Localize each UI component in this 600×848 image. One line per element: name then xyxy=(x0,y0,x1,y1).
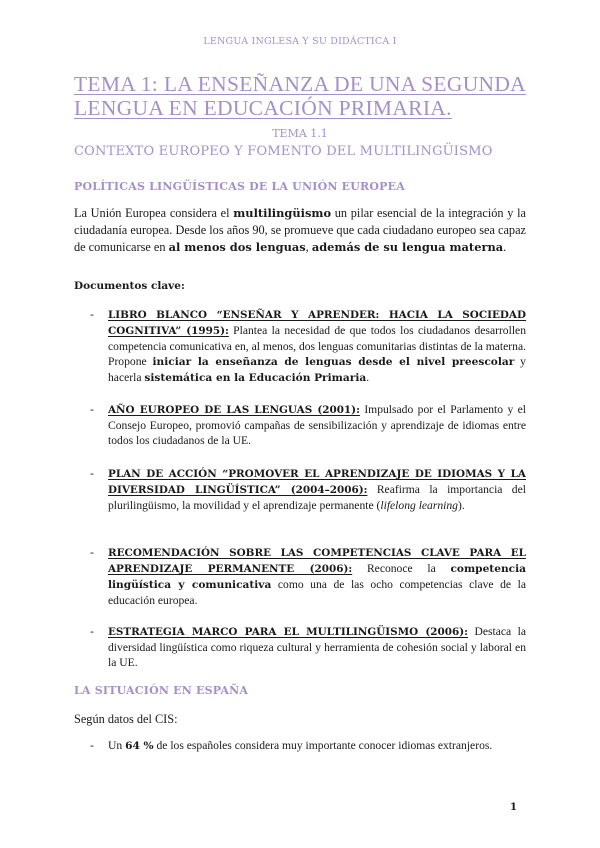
list-item-bold-1: competencia lingüística y comunicativa xyxy=(108,563,526,591)
list-item-italic: lifelong learning xyxy=(380,499,458,512)
list-item-body-1: Reconoce la xyxy=(352,562,451,575)
list-item-body-2: de los españoles considera muy importante conocer idiomas extranjeros. xyxy=(153,739,493,752)
list-item-bold-2: sistemática en la Educación Primaria xyxy=(144,372,367,384)
list-item-body-2: como una de las ocho competencias clave de la educación europea. xyxy=(108,578,526,607)
documents-label: Documentos clave: xyxy=(74,280,185,292)
bullet-dash: - xyxy=(90,403,94,416)
list-item-bold-1: 64 % xyxy=(125,740,154,752)
list-item-plan-accion xyxy=(90,466,526,513)
list-item-bold-1: iniciar la enseñanza de lenguas desde el nivel preescolar xyxy=(152,356,515,368)
bullet-dash: - xyxy=(90,546,94,559)
list-item-body-1: Impulsado por el Parlamento y el Consejo Europeo, promovió campañas de sensibilización y aprendizaje de idiomas entre todos los ciudadanos de la UE. xyxy=(108,403,527,447)
list-item-title: RECOMENDACIÓN SOBRE LAS COMPETENCIAS CLAVE PARA EL APRENDIZAJE PERMANENTE (2006): xyxy=(108,547,526,575)
bullet-dash: - xyxy=(90,467,94,480)
intro-text-2: un pilar esencial de la integración y la ciudadanía europea. Desde los años 90, se promueve que cada ciudadano europeo sea capaz de comunicarse en xyxy=(74,206,526,254)
list-item-body-1: Plantea la necesidad de que todos los ciudadanos desarrollen competencia comunicativa en, al menos, dos lenguas comunitarias distintas de la materna. Propone xyxy=(108,324,526,368)
subtitle: CONTEXTO EUROPEO Y FOMENTO DEL MULTILINGÜISMO xyxy=(74,144,493,159)
list-item-title: LIBRO BLANCO “ENSEÑAR Y APRENDER: HACIA LA SOCIEDAD COGNITIVA” (1995): xyxy=(108,309,526,337)
intro-text-3: , xyxy=(305,240,312,254)
list-item-recomendacion xyxy=(90,545,526,608)
intro-text-1: La Unión Europea considera el xyxy=(74,206,234,220)
intro-bold-1: multilingüismo xyxy=(233,206,332,220)
subtitle-number: TEMA 1.1 xyxy=(272,127,328,140)
list-item-text xyxy=(108,545,526,608)
list-item-body-1: Un xyxy=(108,739,126,752)
list-item-text xyxy=(108,466,526,513)
page-number: 1 xyxy=(510,802,517,813)
list-item-text xyxy=(108,624,526,670)
list-item-title: ESTRATEGIA MARCO PARA EL MULTILINGÜISMO (2006): xyxy=(108,626,468,638)
list-item-spain-stat xyxy=(90,738,526,754)
spain-intro: Según datos del CIS: xyxy=(74,712,178,726)
list-item-ano-europeo xyxy=(90,402,526,448)
main-title: TEMA 1: LA ENSEÑANZA DE UNA SEGUNDA LENGUA EN EDUCACIÓN PRIMARIA. xyxy=(74,72,526,120)
list-item-libro-blanco xyxy=(90,307,526,386)
list-item-body-1: Reafirma la importancia del plurilingüismo, la movilidad y el aprendizaje permanente ( xyxy=(108,483,526,512)
list-item-body-1: Destaca la diversidad lingüística como riqueza cultural y herramienta de cohesión social y laboral en la UE. xyxy=(108,625,526,669)
section-heading-spain: LA SITUACIÓN EN ESPAÑA xyxy=(74,684,249,697)
bullet-dash: - xyxy=(90,625,94,638)
list-item-body-2: y hacerla xyxy=(108,355,526,384)
list-item-title: PLAN DE ACCIÓN “PROMOVER EL APRENDIZAJE DE IDIOMAS Y LA DIVERSIDAD LINGÜÍSTICA” (2004–2006): xyxy=(108,468,526,496)
running-header: LENGUA INGLESA Y SU DIDÁCTICA I xyxy=(203,36,397,47)
bullet-dash: - xyxy=(90,739,94,752)
section-heading-eu-policies: POLÍTICAS LINGÜÍSTICAS DE LA UNIÓN EUROPEA xyxy=(74,180,405,193)
list-item-text xyxy=(108,738,526,754)
list-item-text xyxy=(108,402,526,448)
list-item-estrategia-marco xyxy=(90,624,526,670)
list-item-body-3: . xyxy=(366,371,370,384)
list-item-title: AÑO EUROPEO DE LAS LENGUAS (2001): xyxy=(108,404,360,416)
list-item-body-2: ). xyxy=(457,499,465,512)
intro-bold-2: al menos dos lenguas xyxy=(168,240,306,254)
intro-text-4: . xyxy=(503,240,507,254)
intro-bold-3: además de su lengua materna xyxy=(311,240,504,254)
list-item-text xyxy=(108,307,526,386)
bullet-dash: - xyxy=(90,308,94,321)
intro-paragraph xyxy=(74,205,526,256)
